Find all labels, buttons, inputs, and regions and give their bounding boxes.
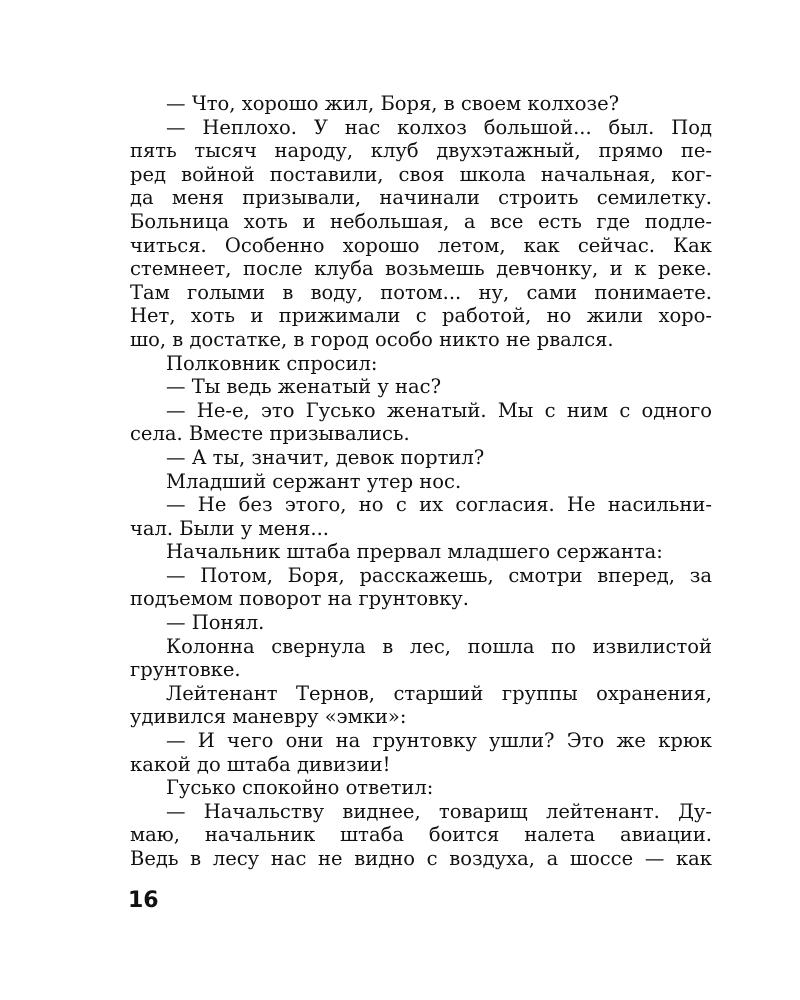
text-line: ред войной поставили, своя школа начальная, ког- xyxy=(130,162,712,186)
text-line: пять тысяч народу, клуб двухэтажный, прямо пе- xyxy=(130,139,712,163)
text-line: Нет, хоть и прижимали с работой, но жили хоро- xyxy=(130,304,712,328)
text-line: удивился маневру «эмки»: xyxy=(130,705,407,729)
text-line: чал. Были у меня... xyxy=(130,516,330,540)
text-line: — Что, хорошо жил, Боря, в своем колхозе? xyxy=(166,92,620,115)
page-number: 16 xyxy=(128,888,159,913)
text-line: грунтовке. xyxy=(130,658,241,682)
text-line: Начальник штаба прервал младшего сержанта: xyxy=(166,540,663,564)
text-line: — Ты ведь женатый у нас? xyxy=(166,375,442,399)
text-line: — А ты, значит, девок портил? xyxy=(166,445,485,469)
text-line: Полковник спросил: xyxy=(166,351,378,375)
body-text xyxy=(130,92,712,871)
text-line: Больница хоть и небольшая, а все есть где подле- xyxy=(130,209,712,233)
text-line: Гусько спокойно ответил: xyxy=(166,776,434,800)
text-line: Младший сержант утер нос. xyxy=(166,469,462,493)
text-line: какой до штаба дивизии! xyxy=(130,752,391,776)
text-line: Там голыми в воду, потом... ну, сами понимаете. xyxy=(130,280,712,304)
text-line: Ведь в лесу нас не видно с воздуха, а шоссе — как xyxy=(130,847,712,870)
text-line: стемнеет, после клуба возьмешь девчонку, и к реке. xyxy=(130,257,712,281)
text-line: да меня призывали, начинали строить семилетку. xyxy=(130,186,712,210)
text-line: подъемом поворот на грунтовку. xyxy=(130,587,469,611)
text-line: села. Вместе призывались. xyxy=(130,422,410,446)
text-line: — И чего они на грунтовку ушли? Это же крюк xyxy=(166,729,712,753)
text-line: — Не-е, это Гусько женатый. Мы с ним с одного xyxy=(166,398,712,422)
text-line: — Не без этого, но с их согласия. Не насильни- xyxy=(166,493,712,517)
text-line: маю, начальник штаба боится налета авиации. xyxy=(130,823,712,847)
text-line: — Потом, Боря, расскажешь, смотри вперед, за xyxy=(166,563,712,587)
text-line: — Понял. xyxy=(166,611,265,635)
text-line: Колонна свернула в лес, пошла по извилистой xyxy=(166,634,712,658)
text-line: шо, в достатке, в город особо никто не рвался. xyxy=(130,327,614,351)
text-line: — Начальству виднее, товарищ лейтенант. Ду- xyxy=(166,799,712,823)
text-line: — Неплохо. У нас колхоз большой... был. Под xyxy=(166,115,712,139)
text-line: читься. Особенно хорошо летом, как сейчас. Как xyxy=(130,233,712,257)
text-line: Лейтенант Тернов, старший группы охранения, xyxy=(166,681,712,705)
